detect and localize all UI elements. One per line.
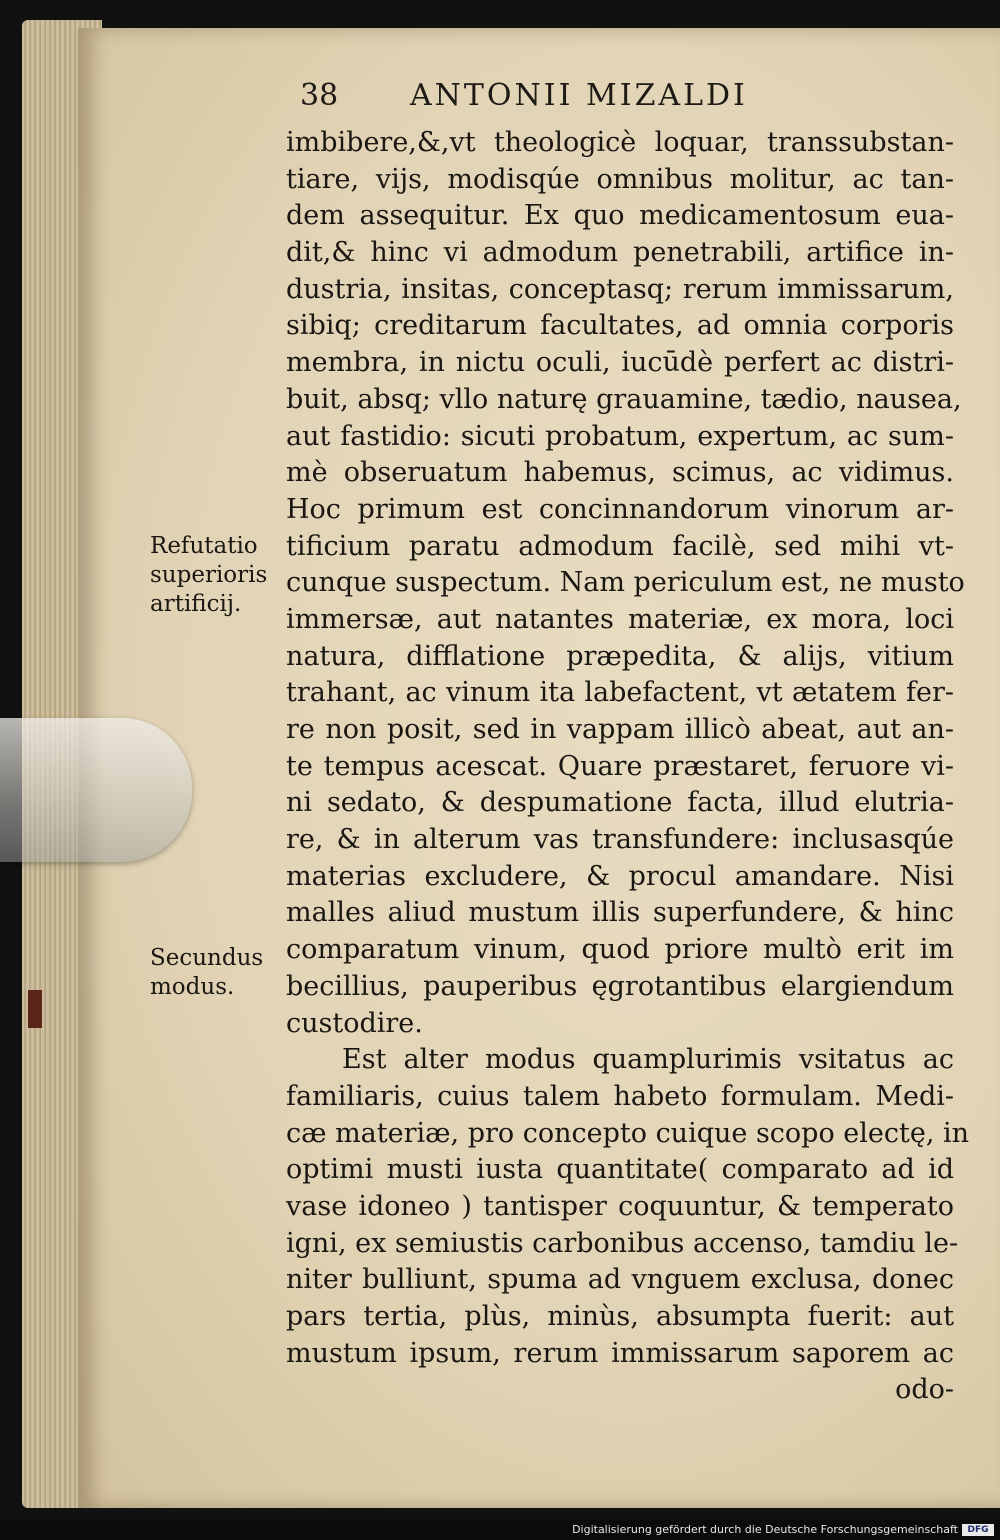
text-line: mè obseruatum habemus, scimus, ac vidimus.: [286, 457, 954, 489]
text-line: aut fastidio: sicuti probatum, expertum, ac sum-: [286, 420, 954, 452]
text-line: Hoc primum est concinnandorum vinorum ar-: [286, 493, 954, 525]
text-line: cæ materiæ, pro concepto cuique scopo electę, in: [286, 1117, 970, 1149]
text-line: becillius, pauperibus ęgrotantibus elargiendum: [286, 970, 954, 1002]
text-line: Est alter modus quamplurimis vsitatus ac: [342, 1044, 954, 1076]
text-line: tificium paratu admodum facilè, sed mihi vt-: [286, 530, 954, 562]
margin-note-line: Refutatio: [150, 533, 258, 559]
catchword: odo-: [895, 1374, 954, 1406]
text-line: trahant, ac vinum ita labefactent, vt ætatem fer-: [286, 677, 954, 709]
text-line: immersæ, aut natantes materiæ, ex mora, loci: [286, 603, 954, 635]
running-head: ANTONII MIZALDI: [410, 78, 748, 113]
text-line: malles aliud mustum illis superfundere, & hinc: [286, 897, 954, 929]
plastic-page-clip: [0, 718, 192, 862]
margin-note-refutatio: [150, 532, 275, 619]
text-line: tiare, vijs, modisqúe omnibus molitur, ac tan-: [286, 163, 954, 195]
text-line: igni, ex semiustis carbonibus accenso, tamdiu le-: [286, 1227, 959, 1259]
margin-note-line: artificij.: [150, 591, 242, 617]
text-line: membra, in nictu oculi, iucūdè perfert ac distri-: [286, 347, 954, 379]
margin-note-line: modus.: [150, 974, 235, 1000]
text-line: sibiq; creditarum facultates, ad omnia corporis: [286, 310, 954, 342]
text-line: niter bulliunt, spuma ad vnguem exclusa, donec: [286, 1264, 954, 1296]
text-line: comparatum vinum, quod priore multò erit im: [286, 934, 954, 966]
text-line: imbibere,&,vt theologicè loquar, transsubstan-: [286, 127, 954, 158]
text-line: ni sedato, & despumatione facta, illud elutria-: [286, 787, 954, 819]
page-header: [300, 78, 820, 118]
text-line: dem assequitur. Ex quo medicamentosum eua-: [286, 200, 954, 232]
text-line: familiaris, cuius talem habeto formulam. Medi-: [286, 1080, 954, 1112]
dfg-logo: DFG: [962, 1524, 994, 1536]
body-text: [286, 125, 970, 1409]
text-line: cunque suspectum. Nam periculum est, ne musto: [286, 567, 965, 599]
text-line: dit,& hinc vi admodum penetrabili, artifice in-: [286, 237, 954, 269]
text-line: pars tertia, plùs, minùs, absumpta fuerit: aut: [286, 1301, 954, 1332]
text-line: natura, difflatione præpedita, & alijs, vitium: [286, 640, 954, 672]
bookmark-tab: [28, 990, 42, 1028]
footer-bar: [0, 1520, 1000, 1540]
text-line: vase idoneo ) tantisper coquuntur, & temperato: [286, 1190, 954, 1222]
page-number: 38: [300, 78, 339, 113]
text-line: re, & in alterum vas transfundere: inclusasqúe: [286, 824, 954, 856]
text-line: mustum ipsum, rerum immissarum saporem ac: [286, 1337, 954, 1369]
text-line: optimi musti iusta quantitate( comparato ad id: [286, 1154, 954, 1186]
margin-note-secundus: [150, 944, 275, 1002]
text-line: custodire.: [286, 1007, 423, 1039]
margin-note-line: superioris: [150, 562, 268, 588]
text-line: re non posit, sed in vappam illicò abeat, aut an-: [286, 714, 954, 745]
text-line: dustria, insitas, conceptasq; rerum immissarum,: [286, 273, 954, 305]
funding-credit: Digitalisierung gefördert durch die Deutsche Forschungsgemeinschaft: [572, 1523, 958, 1536]
text-line: materias excludere, & procul amandare. Nisi: [286, 860, 954, 892]
text-line: buit, absq; vllo naturę grauamine, tædio, nausea,: [286, 383, 962, 415]
margin-note-line: Secundus: [150, 945, 264, 971]
text-line: te tempus acescat. Quare præstaret, feruore vi-: [286, 750, 954, 782]
